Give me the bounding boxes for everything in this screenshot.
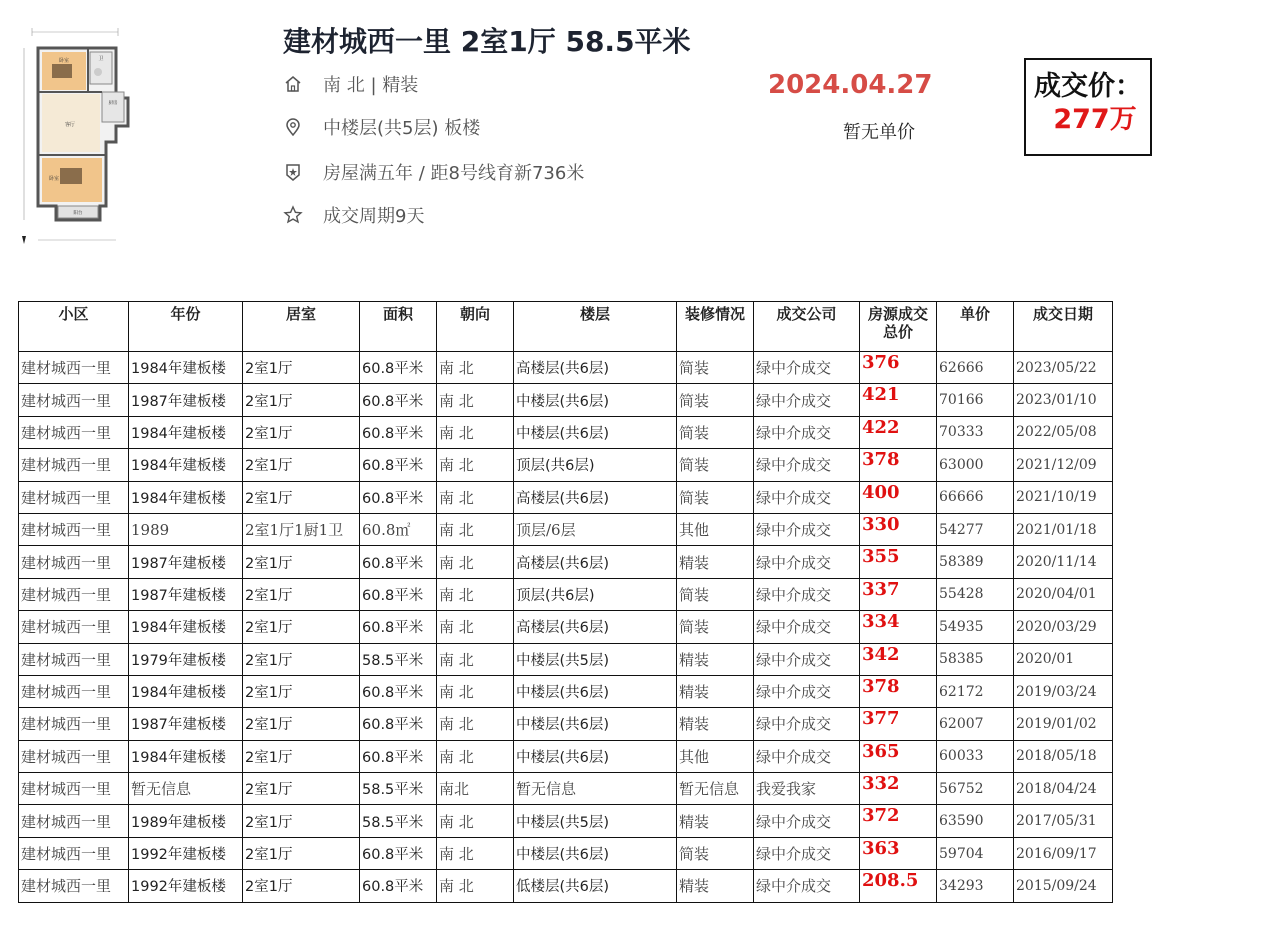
deal-date-cell: 2018/04/24 bbox=[1014, 773, 1113, 805]
unit-price-cell: 60033 bbox=[937, 740, 1014, 772]
table-row bbox=[19, 740, 1113, 772]
tags-info: 房屋满五年 / 距8号线育新736米 bbox=[323, 163, 585, 184]
floor-cell: 中楼层(共6层) bbox=[514, 740, 677, 772]
layout-cell: 2室1厅 bbox=[243, 643, 360, 675]
agency-cell: 绿中介成交 bbox=[754, 546, 860, 578]
unit-price-cell: 58385 bbox=[937, 643, 1014, 675]
layout-cell: 2室1厅 bbox=[243, 416, 360, 448]
agency-cell: 绿中介成交 bbox=[754, 643, 860, 675]
total-price-cell: 208.5 bbox=[860, 870, 937, 902]
community-cell: 建材城西一里 bbox=[19, 513, 129, 545]
deal-date-cell: 2020/11/14 bbox=[1014, 546, 1113, 578]
year-cell: 1984年建板楼 bbox=[129, 611, 243, 643]
column-header: 单价 bbox=[937, 302, 1014, 352]
orientation-cell: 南 北 bbox=[437, 578, 514, 610]
listing-title: 建材城西一里 2室1厅 58.5平米 bbox=[283, 25, 691, 58]
community-cell: 建材城西一里 bbox=[19, 773, 129, 805]
orientation-cell: 南 北 bbox=[437, 805, 514, 837]
community-cell: 建材城西一里 bbox=[19, 675, 129, 707]
unit-price-cell: 70166 bbox=[937, 384, 1014, 416]
orientation-cell: 南 北 bbox=[437, 416, 514, 448]
area-cell: 60.8平米 bbox=[360, 837, 437, 869]
table-header-row bbox=[19, 302, 1113, 352]
unit-price-cell: 54935 bbox=[937, 611, 1014, 643]
year-cell: 1992年建板楼 bbox=[129, 870, 243, 902]
agency-cell: 绿中介成交 bbox=[754, 481, 860, 513]
unit-price-cell: 55428 bbox=[937, 578, 1014, 610]
table-row bbox=[19, 384, 1113, 416]
floorplan-image bbox=[18, 22, 130, 248]
deal-date-cell: 2021/12/09 bbox=[1014, 449, 1113, 481]
total-price-cell: 400 bbox=[860, 481, 937, 513]
deal-date-cell: 2020/04/01 bbox=[1014, 578, 1113, 610]
community-cell: 建材城西一里 bbox=[19, 352, 129, 384]
deal-price-label: 成交价： bbox=[1034, 71, 1142, 102]
agency-cell: 绿中介成交 bbox=[754, 449, 860, 481]
deal-date-cell: 2022/05/08 bbox=[1014, 416, 1113, 448]
table-row bbox=[19, 416, 1113, 448]
total-price-cell: 355 bbox=[860, 546, 937, 578]
unit-price-cell: 34293 bbox=[937, 870, 1014, 902]
deal-date-cell: 2015/09/24 bbox=[1014, 870, 1113, 902]
tags-row bbox=[283, 158, 584, 186]
layout-cell: 2室1厅 bbox=[243, 773, 360, 805]
agency-cell: 绿中介成交 bbox=[754, 740, 860, 772]
area-cell: 60.8平米 bbox=[360, 611, 437, 643]
area-cell: 60.8平米 bbox=[360, 708, 437, 740]
agency-cell: 绿中介成交 bbox=[754, 805, 860, 837]
deal-price-box bbox=[1024, 58, 1152, 156]
layout-cell: 2室1厅 bbox=[243, 384, 360, 416]
area-cell: 60.8平米 bbox=[360, 740, 437, 772]
unit-price-cell: 66666 bbox=[937, 481, 1014, 513]
deal-date-cell: 2017/05/31 bbox=[1014, 805, 1113, 837]
decoration-cell: 精装 bbox=[677, 546, 754, 578]
community-cell: 建材城西一里 bbox=[19, 449, 129, 481]
community-cell: 建材城西一里 bbox=[19, 643, 129, 675]
table-row bbox=[19, 513, 1113, 545]
unit-price-cell: 63590 bbox=[937, 805, 1014, 837]
decoration-cell: 简装 bbox=[677, 578, 754, 610]
home-icon bbox=[283, 74, 303, 94]
svg-text:厨房: 厨房 bbox=[108, 101, 118, 106]
area-cell: 60.8㎡ bbox=[360, 513, 437, 545]
column-header: 面积 bbox=[360, 302, 437, 352]
year-cell: 1984年建板楼 bbox=[129, 675, 243, 707]
column-header: 楼层 bbox=[514, 302, 677, 352]
deal-date-cell: 2021/10/19 bbox=[1014, 481, 1113, 513]
deal-date-cell: 2023/01/10 bbox=[1014, 384, 1113, 416]
year-cell: 1984年建板楼 bbox=[129, 352, 243, 384]
floor-row bbox=[283, 113, 480, 141]
orientation-cell: 南 北 bbox=[437, 513, 514, 545]
table-row bbox=[19, 870, 1113, 902]
orientation-row bbox=[283, 70, 418, 98]
table-row bbox=[19, 675, 1113, 707]
floor-cell: 中楼层(共6层) bbox=[514, 384, 677, 416]
column-header: 居室 bbox=[243, 302, 360, 352]
layout-cell: 2室1厅 bbox=[243, 740, 360, 772]
floor-cell: 顶层(共6层) bbox=[514, 578, 677, 610]
table-row bbox=[19, 773, 1113, 805]
floor-cell: 高楼层(共6层) bbox=[514, 611, 677, 643]
svg-text:卧室: 卧室 bbox=[58, 58, 70, 64]
community-cell: 建材城西一里 bbox=[19, 805, 129, 837]
agency-cell: 绿中介成交 bbox=[754, 384, 860, 416]
orientation-cell: 南 北 bbox=[437, 611, 514, 643]
star-icon bbox=[283, 205, 303, 225]
orientation-cell: 南 北 bbox=[437, 643, 514, 675]
unit-price-cell: 58389 bbox=[937, 546, 1014, 578]
agency-cell: 绿中介成交 bbox=[754, 416, 860, 448]
layout-cell: 2室1厅 bbox=[243, 805, 360, 837]
total-price-cell: 378 bbox=[860, 675, 937, 707]
layout-cell: 2室1厅 bbox=[243, 837, 360, 869]
floor-cell: 低楼层(共6层) bbox=[514, 870, 677, 902]
decoration-cell: 简装 bbox=[677, 611, 754, 643]
orientation-cell: 南 北 bbox=[437, 481, 514, 513]
year-cell: 1987年建板楼 bbox=[129, 384, 243, 416]
unit-price-cell: 63000 bbox=[937, 449, 1014, 481]
total-price-cell: 421 bbox=[860, 384, 937, 416]
deal-date-cell: 2016/09/17 bbox=[1014, 837, 1113, 869]
area-cell: 60.8平米 bbox=[360, 675, 437, 707]
year-cell: 1987年建板楼 bbox=[129, 708, 243, 740]
floor-cell: 高楼层(共6层) bbox=[514, 546, 677, 578]
svg-text:客厅: 客厅 bbox=[64, 122, 76, 128]
year-cell: 1989 bbox=[129, 513, 243, 545]
decoration-cell: 其他 bbox=[677, 740, 754, 772]
unit-price-cell: 56752 bbox=[937, 773, 1014, 805]
year-cell: 1989年建板楼 bbox=[129, 805, 243, 837]
unit-price-cell: 62172 bbox=[937, 675, 1014, 707]
area-cell: 60.8平米 bbox=[360, 481, 437, 513]
agency-cell: 绿中介成交 bbox=[754, 675, 860, 707]
orientation-cell: 南 北 bbox=[437, 352, 514, 384]
orientation-cell: 南 北 bbox=[437, 675, 514, 707]
transaction-history-table bbox=[18, 301, 1113, 903]
year-cell: 1979年建板楼 bbox=[129, 643, 243, 675]
column-header: 房源成交 总价 bbox=[860, 302, 937, 352]
community-cell: 建材城西一里 bbox=[19, 870, 129, 902]
column-header: 成交日期 bbox=[1014, 302, 1113, 352]
floor-cell: 中楼层(共5层) bbox=[514, 643, 677, 675]
agency-cell: 我爱我家 bbox=[754, 773, 860, 805]
total-price-cell: 372 bbox=[860, 805, 937, 837]
decoration-cell: 精装 bbox=[677, 708, 754, 740]
svg-text:卧室: 卧室 bbox=[48, 176, 60, 182]
unit-price-cell: 62007 bbox=[937, 708, 1014, 740]
year-cell: 1987年建板楼 bbox=[129, 546, 243, 578]
decoration-cell: 简装 bbox=[677, 416, 754, 448]
area-cell: 58.5平米 bbox=[360, 643, 437, 675]
agency-cell: 绿中介成交 bbox=[754, 578, 860, 610]
orientation-cell: 南 北 bbox=[437, 449, 514, 481]
table-row bbox=[19, 546, 1113, 578]
deal-date-cell: 2023/05/22 bbox=[1014, 352, 1113, 384]
total-price-cell: 332 bbox=[860, 773, 937, 805]
column-header: 小区 bbox=[19, 302, 129, 352]
deal-date-cell: 2018/05/18 bbox=[1014, 740, 1113, 772]
orientation-cell: 南 北 bbox=[437, 708, 514, 740]
layout-cell: 2室1厅 bbox=[243, 708, 360, 740]
community-cell: 建材城西一里 bbox=[19, 611, 129, 643]
community-cell: 建材城西一里 bbox=[19, 416, 129, 448]
decoration-cell: 简装 bbox=[677, 481, 754, 513]
year-cell: 1992年建板楼 bbox=[129, 837, 243, 869]
deal-date: 2024.04.27 bbox=[768, 70, 933, 100]
area-cell: 58.5平米 bbox=[360, 805, 437, 837]
table-row bbox=[19, 578, 1113, 610]
column-header: 朝向 bbox=[437, 302, 514, 352]
floor-cell: 顶层(共6层) bbox=[514, 449, 677, 481]
area-cell: 60.8平米 bbox=[360, 578, 437, 610]
area-cell: 60.8平米 bbox=[360, 416, 437, 448]
total-price-cell: 422 bbox=[860, 416, 937, 448]
orientation-cell: 南 北 bbox=[437, 870, 514, 902]
orientation-cell: 南 北 bbox=[437, 384, 514, 416]
total-price-cell: 337 bbox=[860, 578, 937, 610]
community-cell: 建材城西一里 bbox=[19, 578, 129, 610]
year-cell: 1984年建板楼 bbox=[129, 740, 243, 772]
layout-cell: 2室1厅 bbox=[243, 352, 360, 384]
year-cell: 1984年建板楼 bbox=[129, 481, 243, 513]
total-price-cell: 377 bbox=[860, 708, 937, 740]
agency-cell: 绿中介成交 bbox=[754, 837, 860, 869]
community-cell: 建材城西一里 bbox=[19, 708, 129, 740]
community-cell: 建材城西一里 bbox=[19, 384, 129, 416]
agency-cell: 绿中介成交 bbox=[754, 352, 860, 384]
orientation-cell: 南 北 bbox=[437, 546, 514, 578]
floor-cell: 中楼层(共6层) bbox=[514, 675, 677, 707]
shield-icon bbox=[283, 162, 303, 182]
deal-price-value: 277万 bbox=[1053, 104, 1137, 135]
floor-info: 中楼层(共5层) 板楼 bbox=[323, 118, 481, 139]
area-cell: 60.8平米 bbox=[360, 546, 437, 578]
community-cell: 建材城西一里 bbox=[19, 481, 129, 513]
year-cell: 1984年建板楼 bbox=[129, 416, 243, 448]
decoration-cell: 精装 bbox=[677, 675, 754, 707]
floor-cell: 中楼层(共5层) bbox=[514, 805, 677, 837]
decoration-cell: 简装 bbox=[677, 384, 754, 416]
agency-cell: 绿中介成交 bbox=[754, 708, 860, 740]
table-row bbox=[19, 481, 1113, 513]
area-cell: 60.8平米 bbox=[360, 870, 437, 902]
layout-cell: 2室1厅 bbox=[243, 870, 360, 902]
decoration-cell: 简装 bbox=[677, 449, 754, 481]
table-row bbox=[19, 611, 1113, 643]
decoration-cell: 精装 bbox=[677, 805, 754, 837]
total-price-cell: 365 bbox=[860, 740, 937, 772]
floor-cell: 高楼层(共6层) bbox=[514, 481, 677, 513]
area-cell: 58.5平米 bbox=[360, 773, 437, 805]
decoration-cell: 其他 bbox=[677, 513, 754, 545]
total-price-cell: 378 bbox=[860, 449, 937, 481]
floor-cell: 中楼层(共6层) bbox=[514, 708, 677, 740]
community-cell: 建材城西一里 bbox=[19, 546, 129, 578]
column-header: 年份 bbox=[129, 302, 243, 352]
area-cell: 60.8平米 bbox=[360, 384, 437, 416]
decoration-cell: 精装 bbox=[677, 870, 754, 902]
total-price-cell: 376 bbox=[860, 352, 937, 384]
orientation-cell: 南 北 bbox=[437, 740, 514, 772]
unit-price-cell: 54277 bbox=[937, 513, 1014, 545]
total-price-cell: 330 bbox=[860, 513, 937, 545]
layout-cell: 2室1厅 bbox=[243, 546, 360, 578]
table-row bbox=[19, 352, 1113, 384]
year-cell: 1987年建板楼 bbox=[129, 578, 243, 610]
community-cell: 建材城西一里 bbox=[19, 837, 129, 869]
area-cell: 60.8平米 bbox=[360, 352, 437, 384]
total-price-cell: 342 bbox=[860, 643, 937, 675]
decoration-cell: 简装 bbox=[677, 352, 754, 384]
layout-cell: 2室1厅 bbox=[243, 481, 360, 513]
agency-cell: 绿中介成交 bbox=[754, 870, 860, 902]
layout-cell: 2室1厅 bbox=[243, 675, 360, 707]
deal-date-cell: 2019/03/24 bbox=[1014, 675, 1113, 707]
floor-cell: 中楼层(共6层) bbox=[514, 416, 677, 448]
table-row bbox=[19, 837, 1113, 869]
orientation-decoration: 南 北 | 精装 bbox=[323, 75, 419, 96]
decoration-cell: 暂无信息 bbox=[677, 773, 754, 805]
deal-date-cell: 2019/01/02 bbox=[1014, 708, 1113, 740]
floor-cell: 中楼层(共6层) bbox=[514, 837, 677, 869]
community-cell: 建材城西一里 bbox=[19, 740, 129, 772]
orientation-cell: 南 北 bbox=[437, 837, 514, 869]
decoration-cell: 简装 bbox=[677, 837, 754, 869]
deal-date-cell: 2020/01 bbox=[1014, 643, 1113, 675]
decoration-cell: 精装 bbox=[677, 643, 754, 675]
column-header: 成交公司 bbox=[754, 302, 860, 352]
table-row bbox=[19, 449, 1113, 481]
deal-date-cell: 2020/03/29 bbox=[1014, 611, 1113, 643]
table-row bbox=[19, 708, 1113, 740]
unit-price-cell: 59704 bbox=[937, 837, 1014, 869]
orientation-cell: 南北 bbox=[437, 773, 514, 805]
column-header: 装修情况 bbox=[677, 302, 754, 352]
agency-cell: 绿中介成交 bbox=[754, 611, 860, 643]
year-cell: 暂无信息 bbox=[129, 773, 243, 805]
floor-cell: 暂无信息 bbox=[514, 773, 677, 805]
svg-text:阳台: 阳台 bbox=[73, 211, 83, 216]
location-pin-icon bbox=[283, 117, 303, 137]
area-cell: 60.8平米 bbox=[360, 449, 437, 481]
layout-cell: 2室1厅1厨1卫 bbox=[243, 513, 360, 545]
cycle-info: 成交周期9天 bbox=[323, 206, 425, 227]
layout-cell: 2室1厅 bbox=[243, 611, 360, 643]
floor-cell: 顶层/6层 bbox=[514, 513, 677, 545]
total-price-cell: 363 bbox=[860, 837, 937, 869]
layout-cell: 2室1厅 bbox=[243, 449, 360, 481]
year-cell: 1984年建板楼 bbox=[129, 449, 243, 481]
agency-cell: 绿中介成交 bbox=[754, 513, 860, 545]
total-price-cell: 334 bbox=[860, 611, 937, 643]
unit-price-cell: 62666 bbox=[937, 352, 1014, 384]
table-row bbox=[19, 805, 1113, 837]
floor-cell: 高楼层(共6层) bbox=[514, 352, 677, 384]
unit-price-cell: 70333 bbox=[937, 416, 1014, 448]
table-row bbox=[19, 643, 1113, 675]
svg-text:卫: 卫 bbox=[98, 56, 104, 62]
unit-price: 暂无单价 bbox=[843, 122, 915, 143]
deal-date-cell: 2021/01/18 bbox=[1014, 513, 1113, 545]
layout-cell: 2室1厅 bbox=[243, 578, 360, 610]
cycle-row bbox=[283, 201, 424, 229]
